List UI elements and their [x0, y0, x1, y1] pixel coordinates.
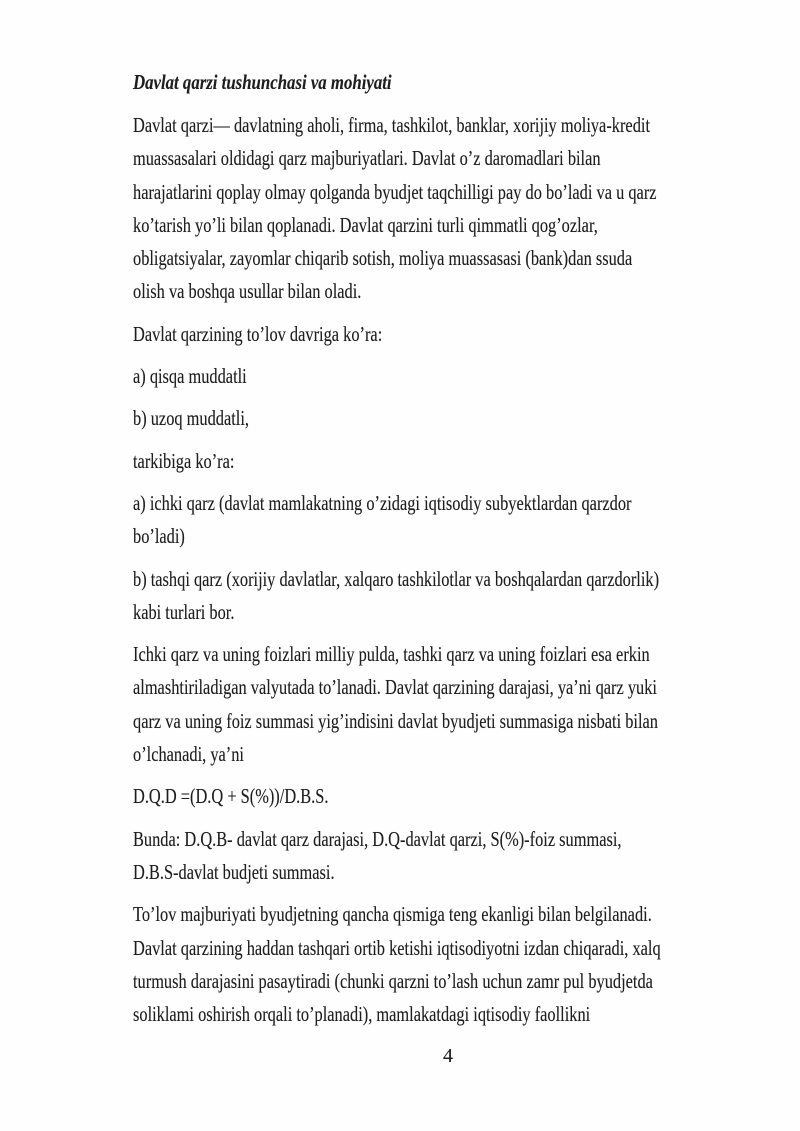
- text-line: harajatlarini qoplay olmay qolganda byudjet taqchilligi pay do bo’ladi va u qarz: [133, 179, 657, 204]
- list-item-a: [133, 360, 745, 393]
- text-line: almashtiriladigan valyutada to’lanadi. Davlat qarzining darajasi, ya’ni qarz yuki: [133, 675, 657, 700]
- text-line: b) uzoq muddatli,: [133, 406, 250, 431]
- paragraph: [133, 318, 745, 351]
- text-line: olish va boshqa usullar bilan oladi.: [133, 279, 362, 304]
- list-item-b: [133, 402, 745, 435]
- page-number: 4: [443, 1045, 453, 1068]
- text-line: turmush darajasini pasaytiradi (chunki qarzni to’lash uchun zamr pul byudjetda: [133, 968, 653, 993]
- text-line: bo’ladi): [133, 524, 185, 549]
- text-line: Ichki qarz va uning foizlari milliy pulda, tashki qarz va uning foizlari esa erkin: [133, 642, 650, 667]
- formula-line: D.Q.D =(D.Q + S(%))/D.B.S.: [133, 784, 329, 809]
- text-line: D.B.S-davlat budjeti summasi.: [133, 859, 335, 884]
- text-line: kabi turlari bor.: [133, 599, 235, 624]
- page-title: Davlat qarzi tushunchasi va mohiyati: [133, 70, 392, 94]
- text-line: obligatsiyalar, zayomlar chiqarib sotish, moliya muassasasi (bank)dan ssuda: [133, 246, 633, 271]
- text-line: b) tashqi qarz (xorijiy davlatlar, xalqaro tashkilotlar va boshqalardan qarzdorlik): [133, 566, 660, 591]
- text-line: Bunda: D.Q.B- davlat qarz darajasi, D.Q-davlat qarzi, S(%)-foiz summasi,: [133, 826, 622, 851]
- text-line: a) ichki qarz (davlat mamlakatning o’zidagi iqtisodiy subyektlardan qarzdor: [133, 490, 632, 515]
- text-line: a) qisqa muddatli: [133, 364, 247, 389]
- list-item-b: [133, 563, 745, 630]
- text-line: Davlat qarzining haddan tashqari ortib ketishi iqtisodiyotni izdan chiqaradi, xalq: [133, 935, 661, 960]
- text-line: tarkibiga ko’ra:: [133, 448, 235, 473]
- list-item-a: [133, 487, 745, 554]
- text-line: To’lov majburiyati byudjetning qancha qismiga teng ekanligi bilan belgilanadi.: [133, 902, 652, 927]
- paragraph: [133, 823, 745, 890]
- text-line: o’lchanadi, ya’ni: [133, 742, 244, 767]
- text-line: ko’tarish yo’li bilan qoplanadi. Davlat qarzini turli qimmatli qog’ozlar,: [133, 212, 598, 237]
- paragraph: [133, 109, 745, 309]
- paragraph: [133, 638, 745, 771]
- paragraph: [133, 898, 745, 1031]
- text-line: Davlat qarzi— davlatning aholi, firma, tashkilot, banklar, xorijiy moliya-kredit: [133, 113, 650, 137]
- formula: [133, 780, 745, 813]
- text-line: soliklami oshirish orqali to’planadi), mamlakatdagi iqtisodiy faollikni: [133, 1002, 591, 1027]
- paragraph: [133, 445, 745, 478]
- text-line: muassasalari oldidagi qarz majburiyatlari. Davlat o’z daromadlari bilan: [133, 146, 601, 171]
- text-line: Davlat qarzining to’lov davriga ko’ra:: [133, 321, 383, 346]
- text-line: qarz va uning foiz summasi yig’indisini davlat byudjeti summasiga nisbati bilan: [133, 708, 658, 733]
